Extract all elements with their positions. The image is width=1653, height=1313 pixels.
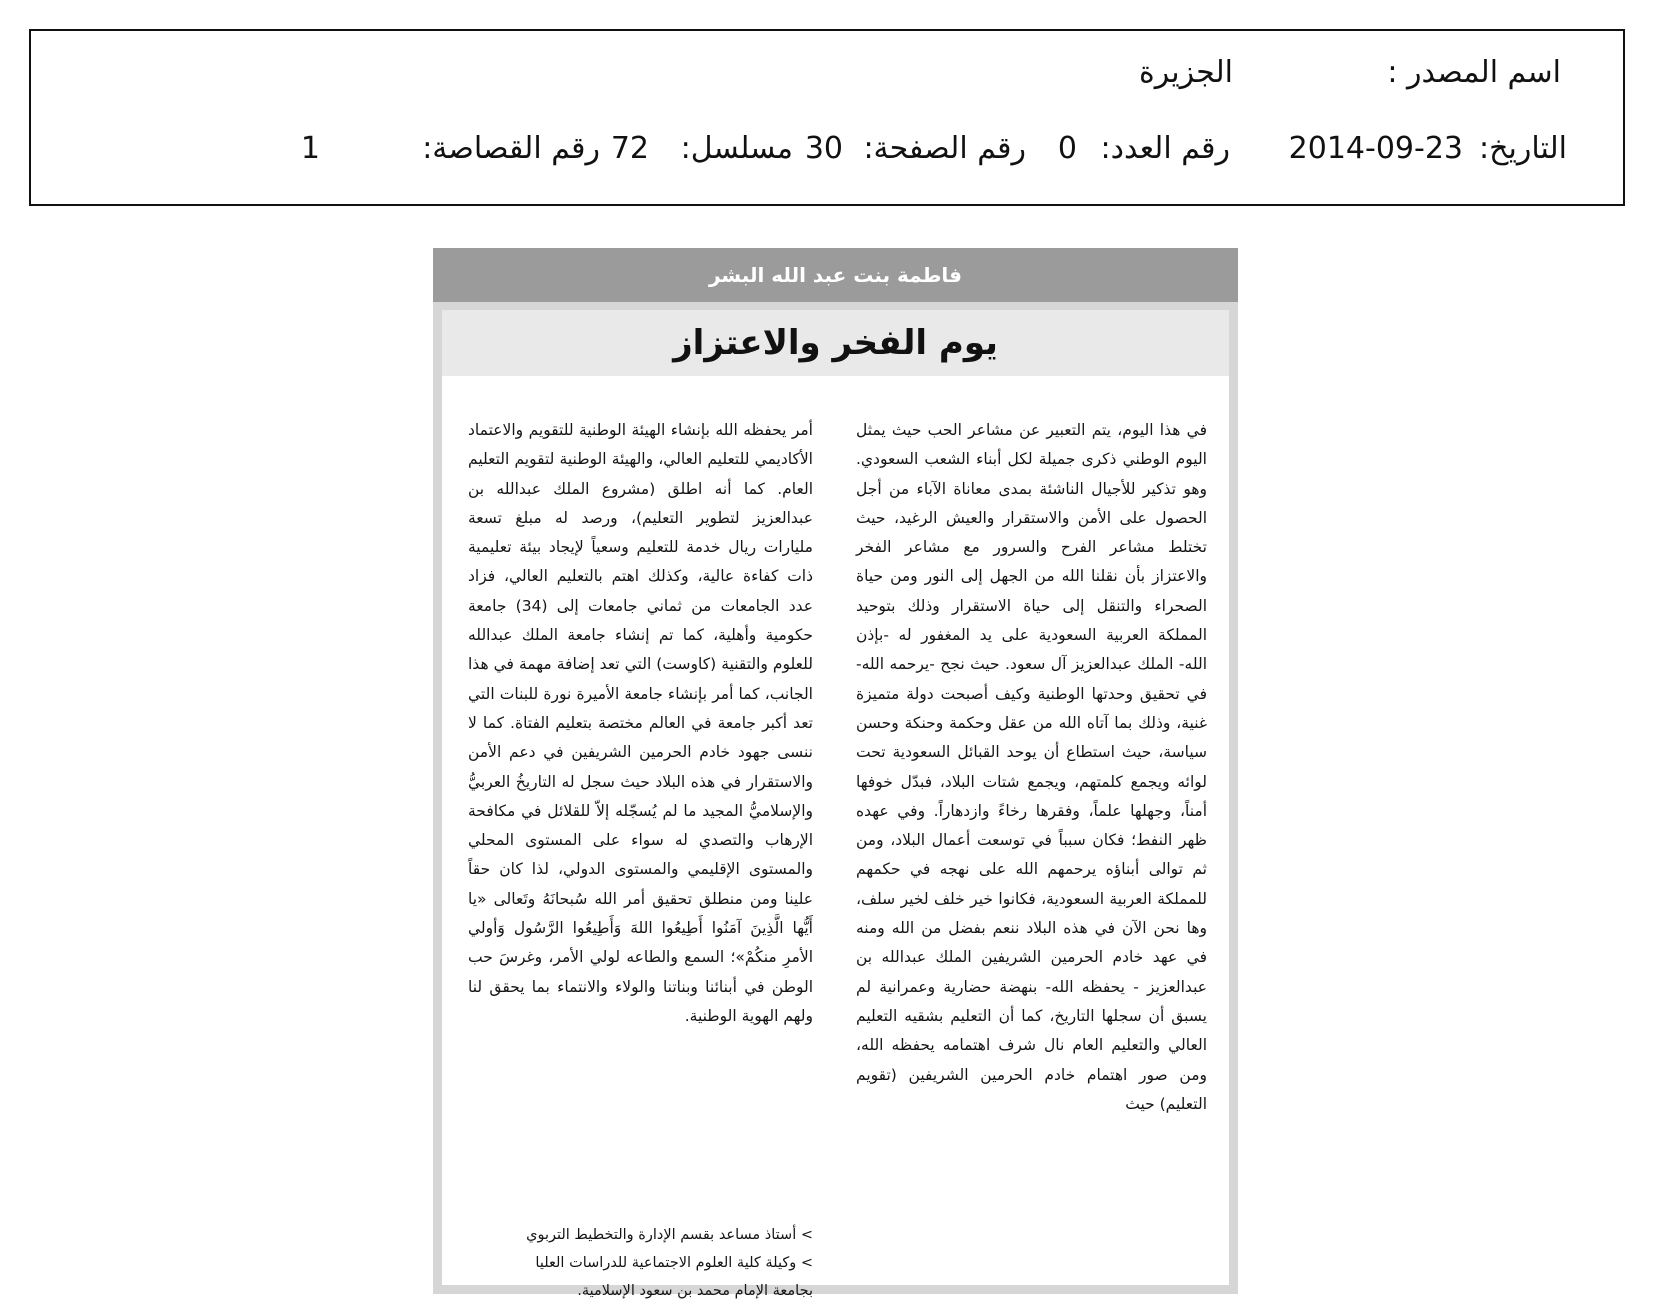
date-value: 2014-09-23: [1288, 131, 1463, 166]
serial-label: مسلسل:: [680, 131, 793, 166]
issue-number-value: 0: [1057, 131, 1077, 166]
source-value: الجزيرة: [1138, 55, 1233, 90]
article-title: يوم الفخر والاعتزاز: [673, 323, 998, 363]
title-band: [442, 310, 1229, 376]
source-label: اسم المصدر :: [1387, 55, 1561, 90]
column-left-text: أمر يحفظه الله بإنشاء الهيئة الوطنية للتقويم والاعتماد الأكاديمي للتعليم العالي، والهيئة الوطنية لتقويم التعليم العام. كما أنه اطلق (مشروع الملك عبدالله بن عبدالعزيز لتطوير التعليم)، ورصد له مبلغ تسعة مليارات ريال خدمة للتعليم وسعياً لإيجاد بيئة تعليمية ذات كفاءة عالية، وكذلك اهتم بالتعليم العالي، فزاد عدد الجامعات من ثماني جامعات إلى (34) جامعة حكومية وأهلية، كما تم إنشاء جامعة الملك عبدالله للعلوم والتقنية (كاوست) التي تعد إضافة مهمة في هذا الجانب، كما أمر بإنشاء جامعة الأميرة نورة للبنات التي تعد أكبر جامعة في العالم مختصة بتعليم الفتاة. كما لا ننسى جهود خادم الحرمين الشريفين في دعم الأمن والاستقرار في هذه البلاد حيث سجل له التاريخُ العربيُّ والإسلاميُّ المجيد ما لم يُسجّله إلاّ للقلائل في مكافحة الإرهاب والتصدي له سواء على المستوى المحلي والمستوى الإقليمي والمستوى الدولي، لذا كان حقاً علينا ومن منطلق تحقيق أمر الله سُبحانَهُ وتَعالى «يا أَيُّها الَّذِينَ آمَنُوا أَطِيعُوا اللهَ وَأَطِيعُوا الرَّسُول وَأولي الأمرِ منكُمْ»؛ السمع والطاعه لولي الأمر، وغرسَ حب الوطن في أبنائنا وبناتنا والولاء والانتماء بما يحقق لنا ولهم الهوية الوطنية.: [468, 421, 813, 1025]
issue-number-label: رقم العدد:: [1100, 131, 1230, 166]
author-note: > أستاذ مساعد بقسم الإدارة والتخطيط التربوي: [526, 1227, 813, 1243]
clip-number-label: رقم القصاصة:: [422, 131, 600, 166]
author-note: بجامعة الإمام محمد بن سعود الإسلامية.: [577, 1283, 813, 1299]
clipping-info-header: [29, 29, 1625, 206]
article-column-right: [856, 416, 1207, 1119]
author-note: > وكيلة كلية العلوم الاجتماعية للدراسات العليا: [535, 1255, 813, 1271]
author-name: فاطمة بنت عبد الله البشر: [708, 263, 963, 287]
article-column-left: [468, 416, 813, 1031]
newspaper-clipping: [433, 248, 1238, 1299]
author-bar: [433, 248, 1238, 302]
article-body: [442, 310, 1229, 1299]
page-number-label: رقم الصفحة:: [863, 131, 1026, 166]
clip-number-value: 1: [300, 131, 320, 166]
serial-value: 72: [610, 131, 649, 166]
page-number-value: 30: [804, 131, 843, 166]
author-notes: [468, 1221, 813, 1305]
date-label: التاريخ:: [1479, 131, 1567, 166]
column-right-text: في هذا اليوم، يتم التعبير عن مشاعر الحب حيث يمثل اليوم الوطني ذكرى جميلة لكل أبناء الشعب السعودي. وهو تذكير للأجيال الناشئة بمدى معاناة الآباء من أجل الحصول على الأمن والاستقرار والعيش الرغيد، حيث تختلط مشاعر الفرح والسرور مع مشاعر الفخر والاعتزاز بأن نقلنا الله من الجهل إلى النور ومن حياة الصحراء والتنقل إلى حياة الاستقرار وذلك بتوحيد المملكة العربية السعودية على يد المغفور له -بإذن الله- الملك عبدالعزيز آل سعود. حيث نجح -يرحمه الله- في تحقيق وحدتها الوطنية وكيف أصبحت دولة متميزة غنية، وذلك بما آتاه الله من عقل وحكمة وحنكة وحسن سياسة، حيث استطاع أن يوحد القبائل السعودية تحت لوائه ويجمع كلمتهم، ويجمع شتات البلاد، فبدّل خوفها أمناً، وجهلها علماً، وفقرها رخاءً وازدهاراً. وفي عهده ظهر النفط؛ فكان سبباً في توسعت أعمال البلاد، ومن ثم توالى أبناؤه يرحمهم الله على نهجه في حكمهم للمملكة العربية السعودية، فكانوا خير خلف لخير سلف، وها نحن الآن في هذه البلاد ننعم بفضل من الله ومنه في عهد خادم الحرمين الشريفين الملك عبدالله بن عبدالعزيز - يحفظه الله- بنهضة حضارية وعمرانية لم يسبق أن سجلها التاريخ، كما أن التعليم بشقيه التعليم العالي والتعليم العام نال شرف اهتمامه يحفظه الله، ومن صور اهتمام خادم الحرمين الشريفين (تقويم التعليم) حيث: [856, 421, 1207, 1113]
